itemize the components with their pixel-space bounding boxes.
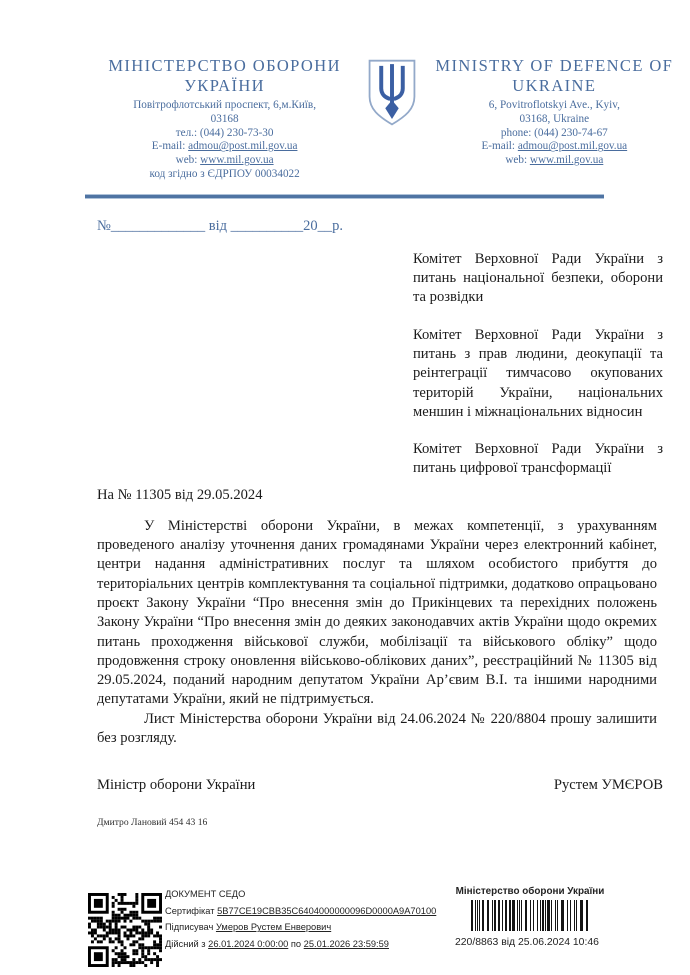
- email-link[interactable]: admou@post.mil.gov.ua: [188, 140, 298, 153]
- sedo-validity-line: [165, 936, 436, 953]
- valid-to: 25.01.2026 23:59:59: [303, 938, 389, 949]
- letter-body: [97, 517, 657, 749]
- registration-stamp: [455, 886, 605, 948]
- number-sign: №: [97, 217, 111, 234]
- sedo-certificate-line: [165, 903, 436, 920]
- body-paragraph: Лист Міністерства оборони України від 24.06.2024 № 220/8804 прошу залишити без розгляду.: [97, 710, 657, 747]
- phone-ua: тел.: (044) 230-73-30: [175, 126, 274, 139]
- addressee-committee-digital: Комітет Верховної Ради України з питань цифрової трансформації: [413, 441, 663, 477]
- sedo-block: [165, 886, 436, 952]
- email-label: E-mail:: [151, 140, 189, 153]
- sedo-signer-line: [165, 919, 436, 936]
- signer-position: Міністр оборони України: [97, 777, 256, 794]
- number-blank: _____________: [110, 217, 206, 234]
- qr-code: [88, 893, 162, 967]
- address-en-line2: 03168, Ukraine: [519, 112, 590, 125]
- reference-line: На № 11305 від 29.05.2024: [97, 486, 263, 503]
- from-label: від: [205, 217, 231, 234]
- ministry-title-ua: МІНІСТЕРСТВО ОБОРОНИ УКРАЇНИ: [108, 56, 341, 95]
- sedo-title: ДОКУМЕНТ СЕДО: [165, 889, 246, 899]
- web-label: web:: [175, 154, 201, 167]
- validity-separator: по: [288, 938, 304, 949]
- addressee-committee-defence: Комітет Верховної Ради України з питань національної безпеки, оборони та розвідки: [413, 250, 663, 306]
- coat-of-arms: [363, 58, 420, 182]
- signer-name: Рустем УМЄРОВ: [553, 777, 663, 794]
- web-link[interactable]: www.mil.gov.ua: [200, 154, 274, 167]
- header-divider: [85, 194, 604, 199]
- stamp-organization: Міністерство оборони України: [455, 886, 605, 897]
- web-link[interactable]: www.mil.gov.ua: [529, 154, 604, 167]
- addressee-block: [413, 250, 663, 479]
- edrpou-code: код згідно з ЄДРПОУ 00034022: [149, 167, 300, 180]
- certificate-value: 5B77CE19CBB35C6404000000096D0000A9A70100: [217, 905, 437, 916]
- tryzub-icon: [365, 58, 419, 128]
- email-en-line: [425, 140, 684, 154]
- address-ua-line1: Повітрофлотський проспект, 6,м.Київ,: [133, 99, 316, 111]
- year-blank: 20__р.: [303, 217, 343, 234]
- number-date-line: [97, 218, 690, 235]
- web-ua-line: [88, 154, 361, 168]
- signer-label: Підписувач: [165, 922, 216, 933]
- valid-from: 26.01.2024 0:00:00: [208, 938, 289, 949]
- date-blank: __________: [230, 217, 304, 234]
- letterhead: [0, 0, 690, 182]
- executor-line: Дмитро Лановий 454 43 16: [97, 817, 208, 829]
- phone-en: phone: (044) 230-74-67: [500, 126, 608, 139]
- addressee-committee-human-rights: Комітет Верховної Ради України з питань з прав людини, деокупації та реінтеграції тимчасово окупованих територій України, національних меншин і міжнаціональних відносин: [413, 326, 663, 420]
- email-link[interactable]: admou@post.mil.gov.ua: [517, 140, 628, 153]
- validity-label: Дійсний з: [165, 938, 209, 949]
- signature-row: [97, 777, 663, 794]
- address-ua-line2: 03168: [210, 112, 239, 125]
- ministry-title-en: MINISTRY OF DEFENCE OF UKRAINE: [435, 56, 674, 95]
- barcode: [471, 900, 589, 931]
- letterhead-en: [425, 56, 684, 182]
- body-paragraph: У Міністерстві оборони України, в межах компетенції, з урахуванням проведеного аналізу уточнення даних громадянами України через електронний кабінет, центри надання адміністративних послуг та шляхом особистого прибуття до територіальних центрів комплектування та соціальної підтримки, додатково опрацьовано проєкт Закону України “Про внесення змін до Прикінцевих та перехідних положень Закону України “Про внесення змін до деяких законодавчих актів України щодо окремих питань проходження військової служби, мобілізації та військового обліку” щодо продовження строку оновлення військово-облікових даних”, реєстраційний № 11305 від 29.05.2024, поданий народним депутатом України Ар’євим В.І. та іншими народними депутатами України, який не підтримується.: [97, 517, 657, 708]
- letterhead-ua: [88, 56, 361, 182]
- email-label: E-mail:: [481, 140, 518, 153]
- address-en-line1: 6, Povitroflotskyi Ave., Kyiv,: [488, 99, 620, 111]
- esignature-footer: [0, 883, 690, 975]
- web-en-line: [425, 154, 684, 168]
- certificate-label: Сертифікат: [165, 905, 218, 916]
- signer-value: Умеров Рустем Енверович: [215, 922, 332, 933]
- web-label: web:: [505, 154, 530, 167]
- stamp-registration-number: 220/8863 від 25.06.2024 10:46: [455, 937, 599, 948]
- email-ua-line: [88, 140, 361, 154]
